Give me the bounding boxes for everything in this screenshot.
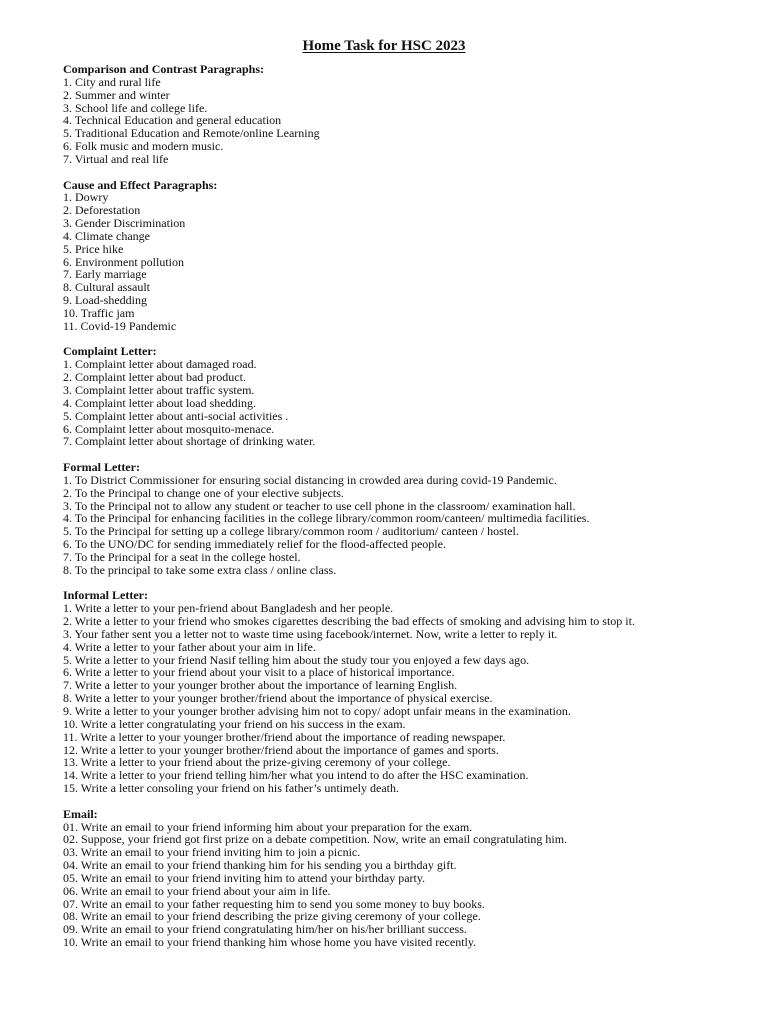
list-item: 5. Write a letter to your friend Nasif telling him about the study tour you enjoyed a few days ago. [63, 652, 530, 667]
list-item: 15. Write a letter consoling your friend on his father’s untimely death. [63, 781, 399, 796]
list-item: 2. Summer and winter [63, 87, 170, 102]
section-cause-and-effect-paragraphs [63, 179, 763, 333]
list-item: 3. School life and college life. [63, 100, 208, 115]
list-item: 6. Folk music and modern music. [63, 139, 224, 154]
list-item: 4. Technical Education and general education [63, 113, 282, 128]
list-item: 1. Dowry [63, 190, 109, 205]
list-item: 01. Write an email to your friend informing him about your preparation for the exam. [63, 819, 473, 834]
list-item: 2. Write a letter to your friend who smokes cigarettes describing the bad effects of smoking and advising him to stop it. [63, 614, 635, 629]
list-item: 1. City and rural life [63, 74, 161, 89]
list-item: 7. Complaint letter about shortage of drinking water. [63, 434, 316, 449]
list-item: 9. Write a letter to your younger brother advising him not to copy/ adopt unfair means in the examination. [63, 704, 571, 718]
list-item: 9. Load-shedding [63, 293, 147, 308]
list-item: 06. Write an email to your friend about your aim in life. [63, 883, 331, 898]
section-heading: Informal Letter: [63, 588, 148, 603]
list-item: 02. Suppose, your friend got first prize on a debate competition. Now, write an email congratulating him. [63, 832, 568, 847]
list-item: 03. Write an email to your friend inviting him to join a picnic. [63, 845, 361, 860]
list-item: 1. Complaint letter about damaged road. [63, 357, 257, 372]
list-item: 8. To the principal to take some extra class / online class. [63, 562, 337, 577]
list-item: 6. Write a letter to your friend about your visit to a place of historical importance. [63, 665, 455, 680]
list-item: 5. Traditional Education and Remote/online Learning [63, 126, 320, 141]
list-item: 8. Write a letter to your younger brother/friend about the importance of physical exercise. [63, 691, 493, 706]
list-item: 09. Write an email to your friend congratulating him/her on his/her brilliant success. [63, 922, 467, 937]
section-complaint-letter [63, 345, 763, 448]
section-heading: Formal Letter: [63, 460, 140, 475]
list-item: 4. Climate change [63, 228, 150, 243]
list-item: 7. To the Principal for a seat in the college hostel. [63, 549, 301, 564]
list-item: 1. To District Commissioner for ensuring social distancing in crowded area during covid-19 Pandemic. [63, 472, 557, 487]
section-heading: Cause and Effect Paragraphs: [63, 177, 218, 192]
list-item: 13. Write a letter to your friend about the prize-giving ceremony of your college. [63, 755, 451, 770]
list-item: 5. Price hike [63, 241, 124, 256]
list-item: 3. Gender Discrimination [63, 216, 186, 231]
list-item: 12. Write a letter to your younger brother/friend about the importance of games and sports. [63, 742, 499, 757]
list-item: 3. Complaint letter about traffic system. [63, 383, 255, 397]
section-formal-letter [63, 461, 763, 577]
list-item: 5. To the Principal for setting up a college library/common room / auditorium/ canteen / hostel. [63, 524, 519, 539]
list-item: 7. Virtual and real life [63, 151, 169, 166]
section-heading: Complaint Letter: [63, 344, 157, 359]
section-comparison-and-contrast-paragraphs [63, 63, 763, 166]
list-item: 4. To the Principal for enhancing facilities in the college library/common room/canteen/ multimedia facilities. [63, 511, 590, 526]
list-item: 7. Write a letter to your younger brother about the importance of learning English. [63, 678, 458, 693]
document-title-text: Home Task for HSC 2023 [302, 38, 466, 54]
list-item: 08. Write an email to your friend describing the prize giving ceremony of your college. [63, 909, 481, 924]
list-item: 6. To the UNO/DC for sending immediately relief for the flood-affected people. [63, 537, 446, 552]
list-item: 07. Write an email to your father requesting him to send you some money to buy books. [63, 896, 485, 911]
document-body [63, 63, 763, 949]
list-item: 7. Early marriage [63, 267, 147, 282]
section-email [63, 808, 763, 949]
list-item: 2. Complaint letter about bad product. [63, 370, 246, 385]
list-item: 04. Write an email to your friend thanking him for his sending you a birthday gift. [63, 858, 457, 873]
list-item: 6. Environment pollution [63, 254, 184, 269]
list-item: 11. Write a letter to your younger brother/friend about the importance of reading newspaper. [63, 729, 506, 744]
list-item: 2. To the Principal to change one of your elective subjects. [63, 485, 344, 500]
list-item: 4. Complaint letter about load shedding. [63, 395, 256, 410]
list-item: 8. Cultural assault [63, 280, 150, 295]
list-item: 05. Write an email to your friend inviting him to attend your birthday party. [63, 870, 426, 885]
section-heading: Comparison and Contrast Paragraphs: [63, 62, 265, 76]
section-heading: Email: [63, 806, 98, 821]
document-title [0, 36, 768, 56]
list-item: 4. Write a letter to your father about your aim in life. [63, 639, 316, 654]
list-item: 14. Write a letter to your friend telling him/her what you intend to do after the HSC examination. [63, 768, 529, 783]
list-item: 3. Your father sent you a letter not to waste time using facebook/internet. Now, write a letter to reply it. [63, 626, 558, 641]
section-informal-letter [63, 589, 763, 795]
list-item: 6. Complaint letter about mosquito-menace. [63, 421, 275, 436]
list-item: 10. Write an email to your friend thanking him whose home you have visited recently. [63, 935, 477, 950]
list-item: 10. Traffic jam [63, 305, 135, 320]
list-item: 11. Covid-19 Pandemic [63, 318, 177, 333]
list-item: 2. Deforestation [63, 203, 141, 218]
list-item: 1. Write a letter to your pen-friend about Bangladesh and her people. [63, 601, 394, 616]
list-item: 5. Complaint letter about anti-social activities . [63, 408, 289, 423]
list-item: 3. To the Principal not to allow any student or teacher to use cell phone in the classroom/ examination hall. [63, 498, 576, 513]
list-item: 10. Write a letter congratulating your friend on his success in the exam. [63, 716, 406, 731]
